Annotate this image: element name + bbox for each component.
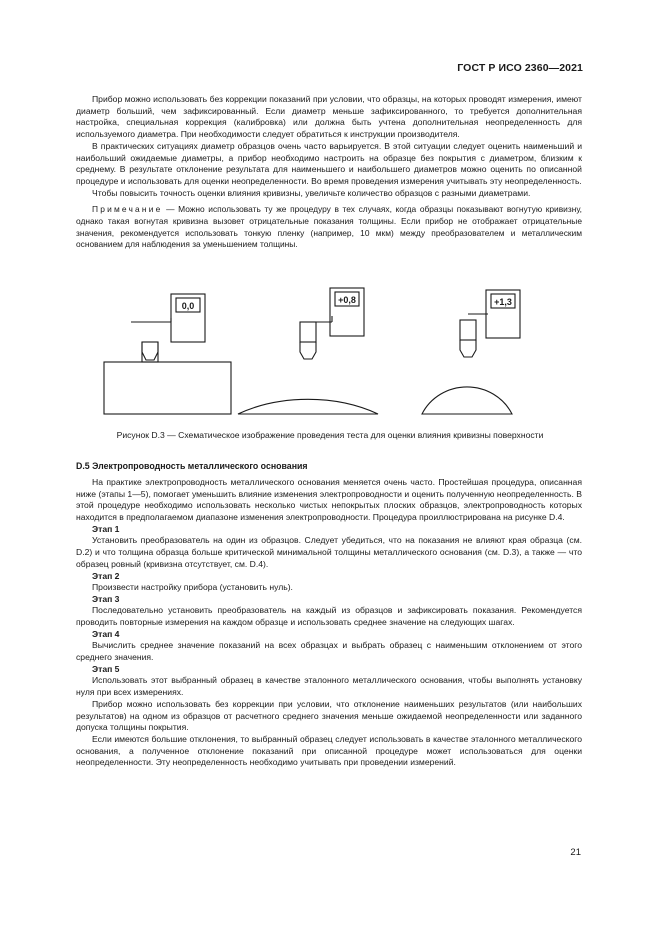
probe-body [460, 320, 476, 340]
section-intro: На практике электропроводность металлического основания меняется очень часто. Простейшая процедура, описанная ниже (этапы 1—5), помогает уменьшить влияние изменения электропроводности и оценить полученную неопределенность. В этой процедуре необходимо использовать несколько чистых непокрытых плоских образцов, электропроводность которых находится в предполагаемом диапазоне изменения электропроводности. Процедура проиллюстрирована на рисунке D.4. [76, 477, 582, 523]
figure-caption: Рисунок D.3 — Схематическое изображение проведения теста для оценки влияния кривизны поверхности [116, 430, 544, 440]
note-head: Примечание [92, 204, 163, 215]
paragraph: Чтобы повысить точность оценки влияния кривизны, увеличьте количество образцов с разными диаметрами. [92, 187, 531, 198]
section-title: D.5 Электропроводность металлического основания [76, 461, 308, 471]
stage-text: Последовательно установить преобразователь на каждый из образцов и зафиксировать показания. Рекомендуется проводить повторные измерения на каждом образце и использовать среднее значение на следующих шагах. [76, 605, 582, 628]
standard-code: ГОСТ Р ИСО 2360—2021 [457, 62, 583, 74]
reading-small-convex: +1,3 [494, 297, 512, 307]
stage-title: Этап 2 [92, 570, 120, 581]
probe-tip [142, 342, 158, 360]
reading-flat: 0,0 [181, 301, 195, 311]
stage-title: Этап 5 [92, 663, 120, 674]
paragraph: Прибор можно использовать без коррекции показаний при условии, что образцы, на которых проводят измерения, имеют диаметр больший, чем зафиксированный. Если диаметр меньше зафиксированного, то требуется дополнительная настройка, специальная коррекция (калибровка) или должна быть учтена дополнительная неопределенность для используемого диаметра. При необходимости следует обратиться к инструкции производителя. [76, 94, 582, 140]
top-text-block [76, 94, 582, 251]
note-text: — Можно использовать ту же процедуру в тех случаях, когда образцы показывают вогнутую кривизну, однако такая вогнутая кривизна вызовет отрицательные показания толщины. Если прибор не отображает отрицательные значения, рекомендуется использовать тонкую пленку (например, 10 мкм) между преобразователем и металлическим основанием для наблюдения за уменьшением толщины. [76, 204, 582, 250]
probe-tip [460, 340, 476, 357]
stage-text: Использовать этот выбранный образец в качестве эталонного металлического основания, чтобы выполнять установку нуля при всех измерениях. [76, 675, 582, 698]
stage-text: Вычислить среднее значение показаний на всех образцах и выбрать образец с наименьшим отклонением от этого среднего значения. [76, 640, 582, 663]
probe-tip [300, 342, 316, 359]
curvature-test-figure [76, 280, 582, 420]
probe-body [142, 342, 158, 362]
probe-body [300, 322, 316, 342]
stage-title: Этап 3 [92, 593, 120, 604]
stage-title: Этап 4 [92, 628, 120, 639]
flat-sample [104, 362, 231, 414]
section-d5 [76, 460, 582, 769]
stage-text: Установить преобразователь на один из образцов. Следует убедиться, что на показания не влияют края образца (см. D.2) и что толщина образца больше критической минимальной толщины металлического основания (см. D.3), а также — что образец ровный (кривизна отсутствует, см. D.4). [76, 535, 582, 569]
reading-large-convex: +0,8 [338, 295, 356, 305]
convex-sample-large [238, 399, 378, 414]
note-paragraph [76, 204, 582, 250]
paragraph: Прибор можно использовать без коррекции при условии, что отклонение наименьших результатов (или наибольших результатов) на одном из образцов от расчетного среднего значения меньше ожидаемой неопределенности или заданного допуска толщины покрытия. [76, 698, 582, 733]
convex-sample-small [422, 387, 512, 414]
paragraph: В практических ситуациях диаметр образцов очень часто варьируется. В этой ситуации следует оценить наименьший и наибольший ожидаемые диаметры, а прибор необходимо настроить на образце без покрытия с диаметром, близким к среднему. В результате отклонение результата для наименьшего и наибольшего диаметров можно оценить по описанной процедуре и использовать для оценки неопределенности. Во время проведения измерения учитывать эту неопределенность. [76, 140, 582, 186]
stage-text: Произвести настройку прибора (установить нуль). [92, 582, 293, 593]
page-number: 21 [570, 847, 581, 858]
paragraph: Если имеются большие отклонения, то выбранный образец следует использовать в качестве эталонного металлического основания, а полученное отклонение показаний при описанной процедуре может использоваться для оценки неопределенности. Эту неопределенность необходимо учитывать при проведении измерений. [76, 733, 582, 768]
stage-title: Этап 1 [92, 523, 120, 534]
